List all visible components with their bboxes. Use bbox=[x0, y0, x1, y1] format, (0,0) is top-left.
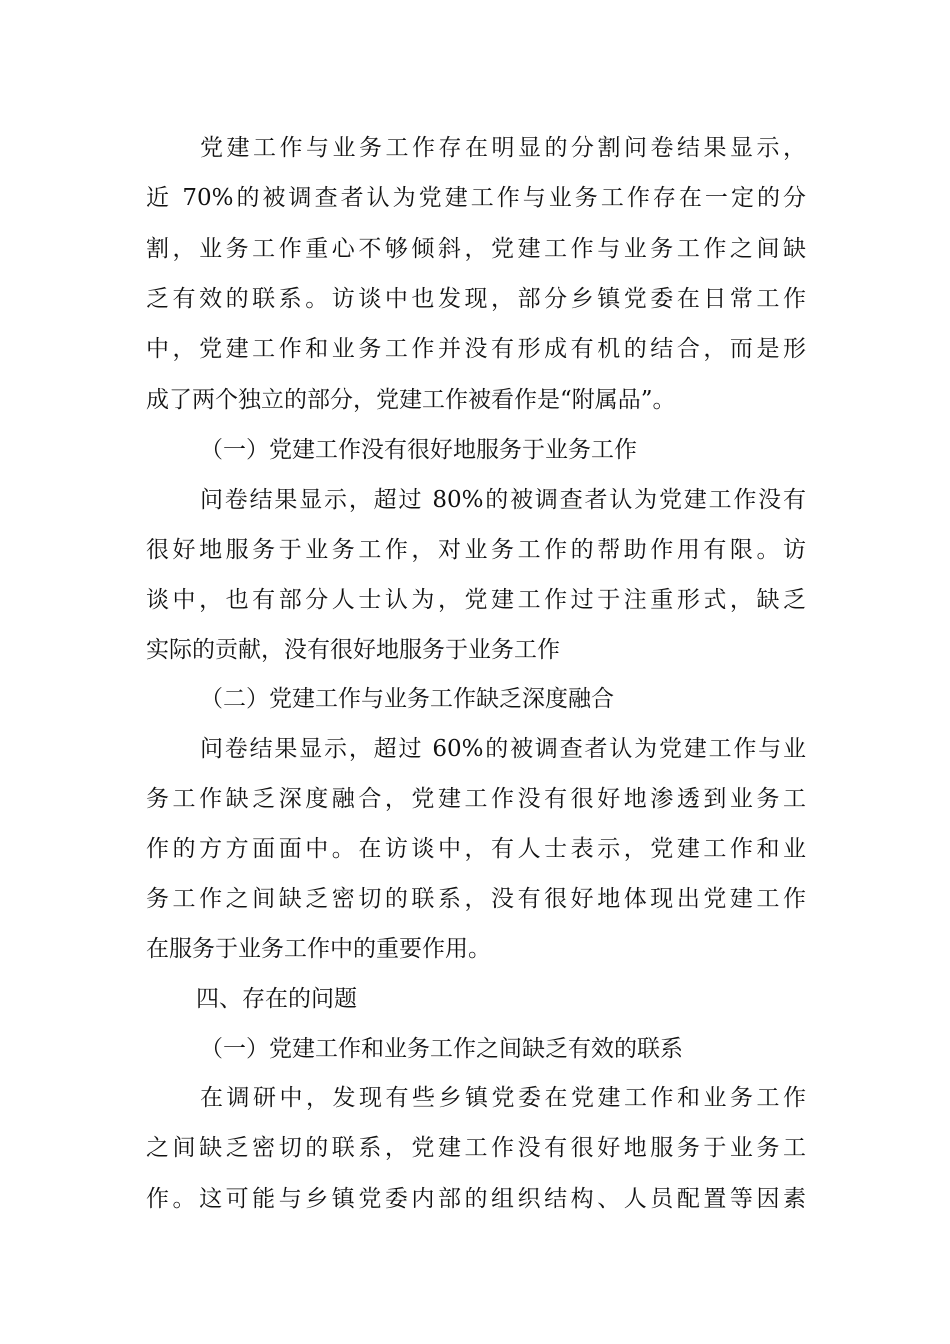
paragraph-line: 作。这可能与乡镇党委内部的组织结构、人员配置等因素 bbox=[146, 1186, 806, 1212]
paragraph-line: 作的方方面面中。在访谈中，有人士表示，党建工作和业 bbox=[146, 836, 806, 862]
paragraph-line: 乏有效的联系。访谈中也发现，部分乡镇党委在日常工作 bbox=[146, 286, 806, 312]
paragraph-line: 很好地服务于业务工作，对业务工作的帮助作用有限。访 bbox=[146, 537, 806, 563]
paragraph-line: 问卷结果显示，超过 80%的被调查者认为党建工作没有 bbox=[200, 487, 806, 513]
paragraph-line: 务工作缺乏深度融合，党建工作没有很好地渗透到业务工 bbox=[146, 786, 806, 812]
section-subheading: （一）党建工作没有很好地服务于业务工作 bbox=[200, 437, 637, 463]
paragraph-line: 谈中，也有部分人士认为，党建工作过于注重形式，缺乏 bbox=[146, 587, 806, 613]
paragraph-line: 中，党建工作和业务工作并没有形成有机的结合，而是形 bbox=[146, 336, 806, 362]
section-heading: 四、存在的问题 bbox=[196, 986, 357, 1012]
paragraph-line: 在服务于业务工作中的重要作用。 bbox=[146, 936, 491, 962]
section-subheading: （一）党建工作和业务工作之间缺乏有效的联系 bbox=[200, 1036, 683, 1062]
paragraph-line: 党建工作与业务工作存在明显的分割问卷结果显示， bbox=[200, 135, 806, 161]
paragraph-line: 在调研中，发现有些乡镇党委在党建工作和业务工作 bbox=[200, 1085, 806, 1111]
paragraph-line: 务工作之间缺乏密切的联系，没有很好地体现出党建工作 bbox=[146, 886, 806, 912]
paragraph-line: 之间缺乏密切的联系，党建工作没有很好地服务于业务工 bbox=[146, 1135, 806, 1161]
paragraph-line: 近 70%的被调查者认为党建工作与业务工作存在一定的分 bbox=[146, 185, 806, 211]
paragraph-line: 割，业务工作重心不够倾斜，党建工作与业务工作之间缺 bbox=[146, 236, 806, 262]
paragraph-line: 实际的贡献，没有很好地服务于业务工作 bbox=[146, 637, 560, 663]
paragraph-line: 问卷结果显示，超过 60%的被调查者认为党建工作与业 bbox=[200, 736, 806, 762]
paragraph-line: 成了两个独立的部分，党建工作被看作是“附属品”。 bbox=[146, 387, 676, 413]
section-subheading: （二）党建工作与业务工作缺乏深度融合 bbox=[200, 686, 614, 712]
